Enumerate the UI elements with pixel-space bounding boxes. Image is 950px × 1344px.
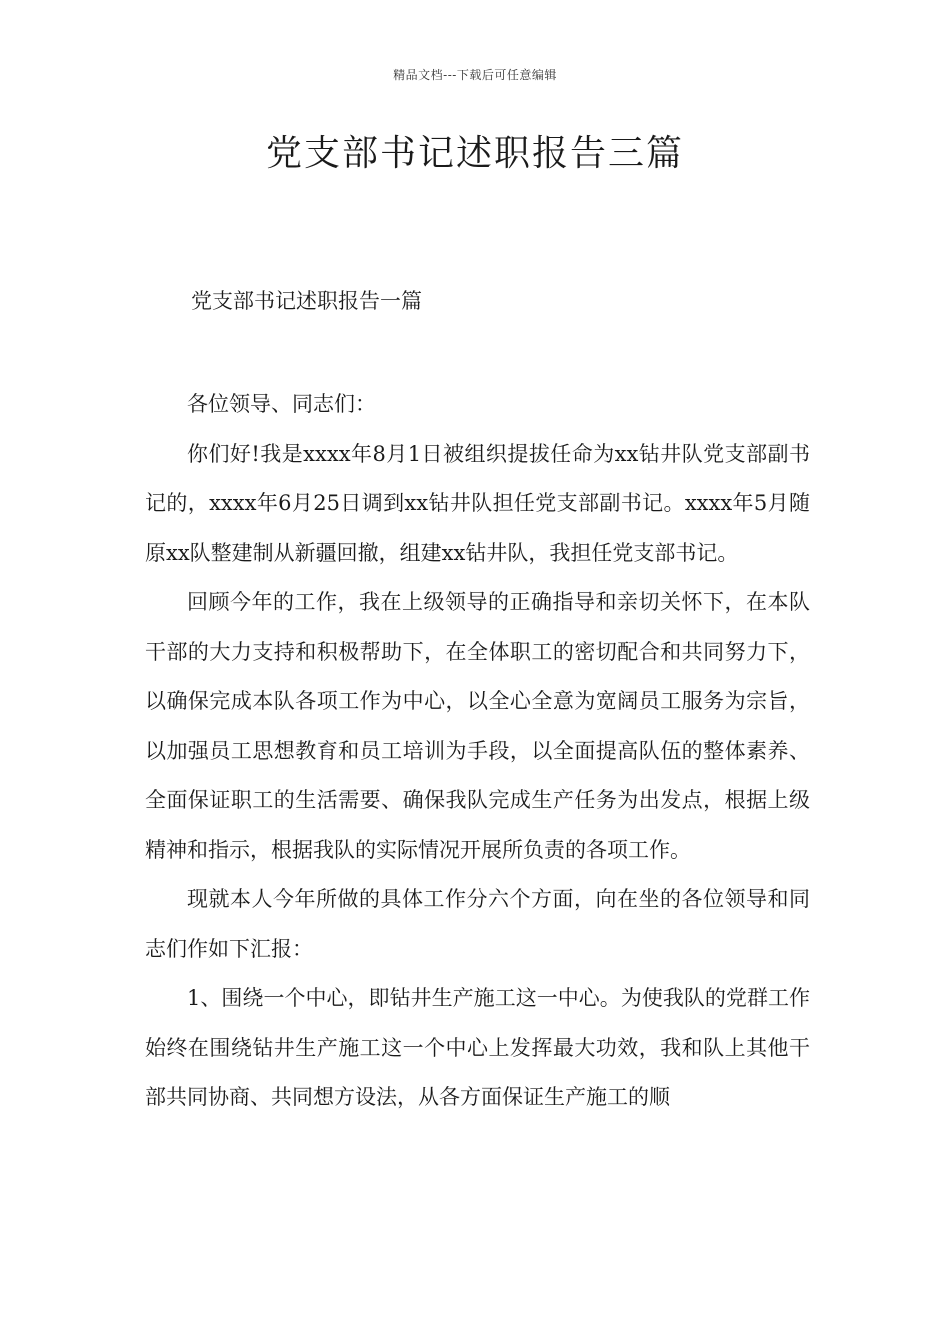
paragraph-greeting: 各位领导、同志们：	[187, 392, 376, 416]
section-subtitle: 党支部书记述职报告一篇	[191, 289, 422, 313]
paragraph-report-intro: 现就本人今年所做的具体工作分六个方面，向在坐的各位领导和同志们作如下汇报：	[145, 887, 810, 961]
paragraph-review: 回顾今年的工作，我在上级领导的正确指导和亲切关怀下，在本队干部的大力支持和积极帮助下，在全体职工的密切配合和共同努力下，以确保完成本队各项工作为中心，以全心全意为宽阔员工服务为宗旨，以加强员工思想教育和员工培训为手段，以全面提高队伍的整体素养、全面保证职工的生活需要、确保我队完成生产任务为出发点，根据上级精神和指示，根据我队的实际情况开展所负责的各项工作。	[145, 590, 810, 862]
header-note: 精品文档---下载后可任意编辑	[393, 68, 557, 82]
document-body	[145, 380, 810, 1123]
paragraph-intro: 你们好!我是xxxx年8月1日被组织提拔任命为xx钻井队党支部副书记的，xxxx年6月25日调到xx钻井队担任党支部副书记。xxxx年5月随原xx队整建制从新疆回撤，组建xx钻井队，我担任党支部书记。	[145, 441, 810, 565]
paragraph-point-1: 1、围绕一个中心，即钻井生产施工这一中心。为使我队的党群工作始终在围绕钻井生产施工这一个中心上发挥最大功效，我和队上其他干部共同协商、共同想方设法，从各方面保证生产施工的顺	[145, 986, 810, 1109]
document-title: 党支部书记述职报告三篇	[265, 133, 684, 174]
